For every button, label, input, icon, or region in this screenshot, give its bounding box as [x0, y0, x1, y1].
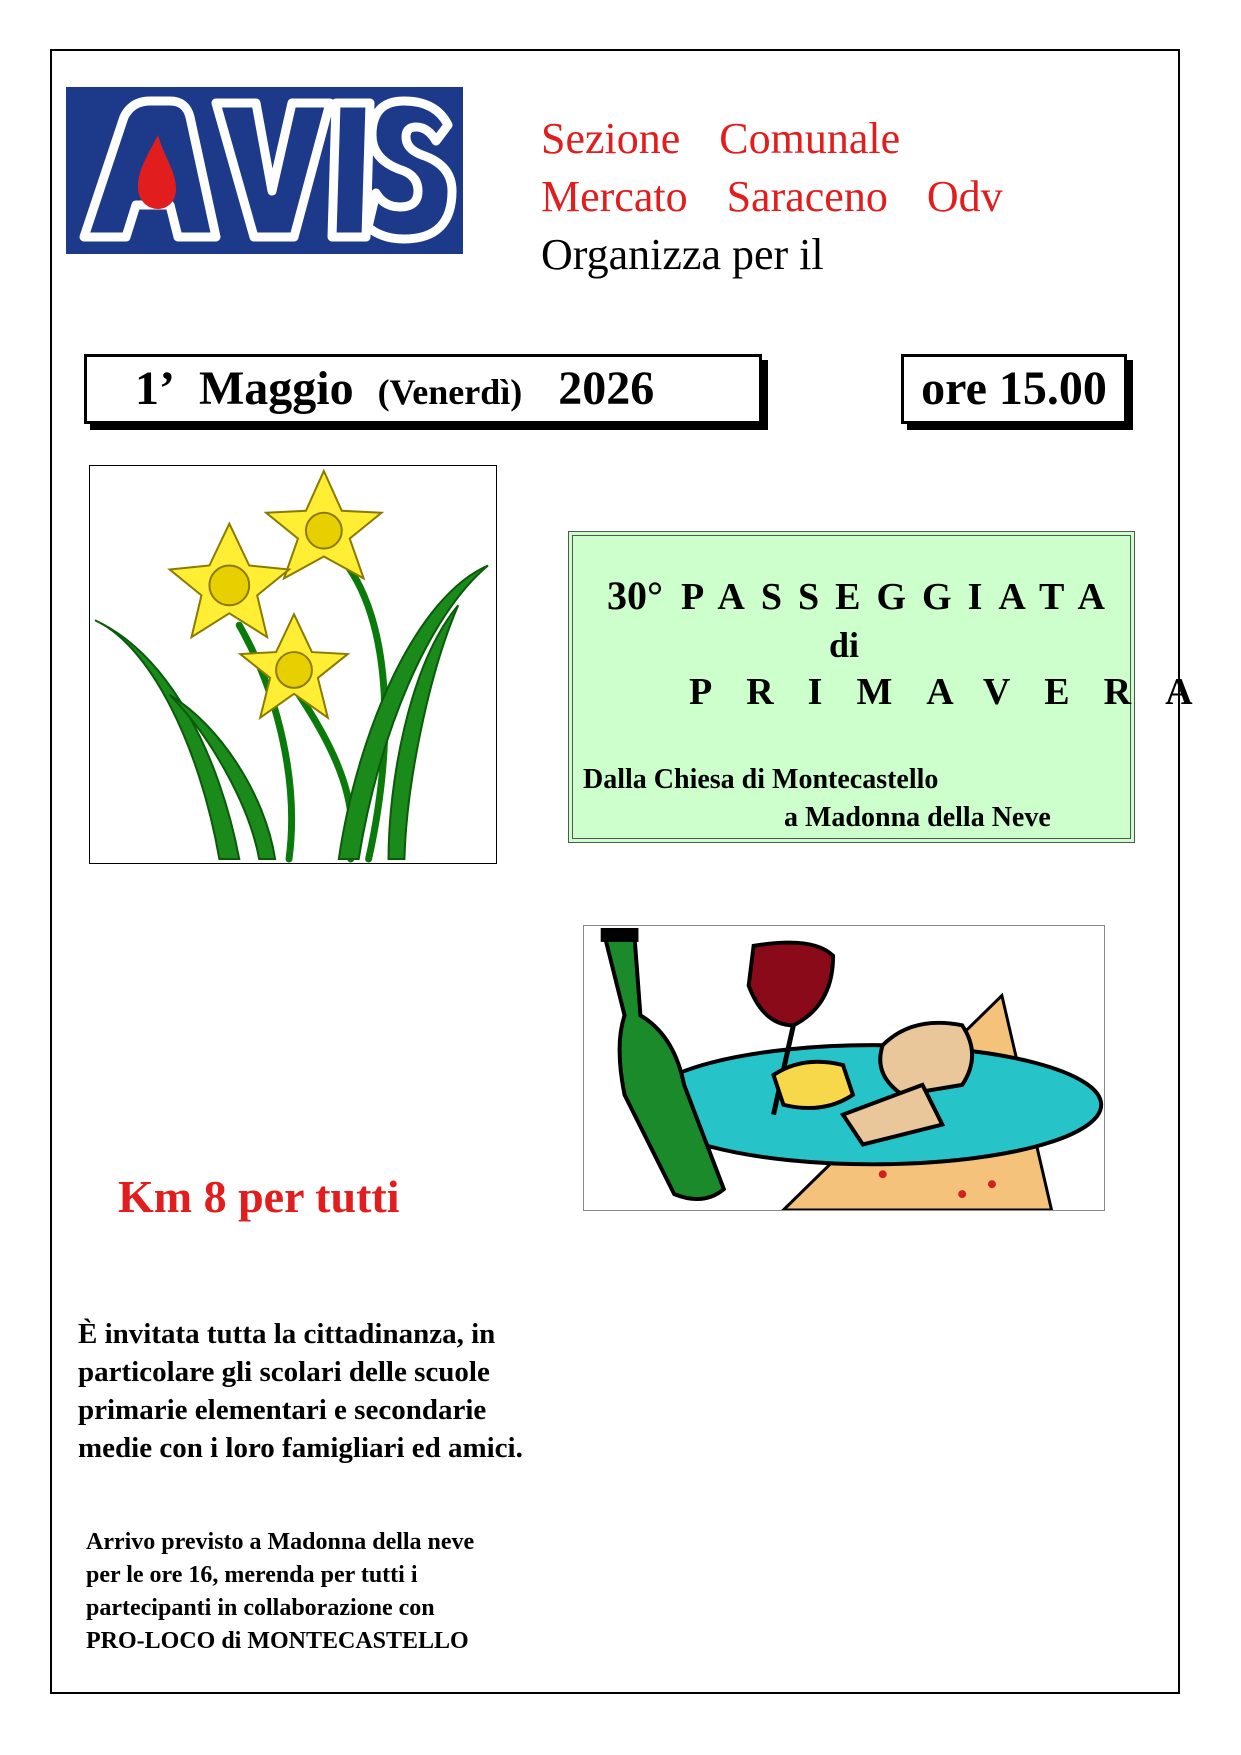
arrival-line: per le ore 16, merenda per tutti i	[86, 1562, 418, 1588]
avis-logo	[66, 87, 463, 254]
arrival-line: Arrivo previsto a Madonna della neve	[86, 1529, 475, 1555]
date-box	[84, 354, 762, 424]
time-box: ore 15.00	[901, 354, 1127, 424]
event-title-line	[607, 572, 1121, 619]
invitation-line: particolare gli scolari delle scuole	[78, 1356, 490, 1388]
organizer-line-1: Sezione Comunale	[541, 114, 901, 163]
event-title-word-1: PASSEGGIATA	[681, 576, 1121, 618]
daffodils-icon	[90, 466, 496, 863]
arrival-line: PRO-LOCO di MONTECASTELLO	[86, 1628, 469, 1654]
event-box	[568, 531, 1227, 843]
date-weekday: (Venerdì)	[377, 372, 523, 412]
invitation-line: medie con i loro famigliari ed amici.	[78, 1432, 523, 1464]
date-month: Maggio	[198, 362, 354, 415]
event-number: 30°	[607, 573, 663, 618]
arrival-line: partecipanti in collaborazione con	[86, 1595, 435, 1621]
event-route-from: Dalla Chiesa di Montecastello	[583, 764, 939, 795]
event-title-word-2: di	[829, 625, 860, 665]
wine-cheese-bread-icon	[584, 926, 1104, 1210]
organizer-line-2: Mercato Saraceno Odv	[541, 172, 1003, 221]
daffodils-image	[89, 465, 497, 864]
date-day: 1’	[135, 362, 175, 415]
event-title-word-3: PRIMAVERA	[689, 671, 1227, 713]
organizer-block	[541, 110, 1003, 284]
arrival-text	[86, 1526, 606, 1658]
invitation-text	[78, 1315, 638, 1467]
picnic-image	[583, 925, 1105, 1211]
invitation-line: È invitata tutta la cittadinanza, in	[78, 1318, 496, 1350]
invitation-line: primarie elementari e secondarie	[78, 1394, 487, 1426]
distance-label: Km 8 per tutti	[118, 1171, 400, 1222]
event-route-to: a Madonna della Neve	[784, 802, 1051, 833]
date-year: 2026	[558, 362, 655, 415]
organizer-line-3: Organizza per il	[541, 230, 824, 279]
avis-logo-graphic	[66, 87, 463, 254]
